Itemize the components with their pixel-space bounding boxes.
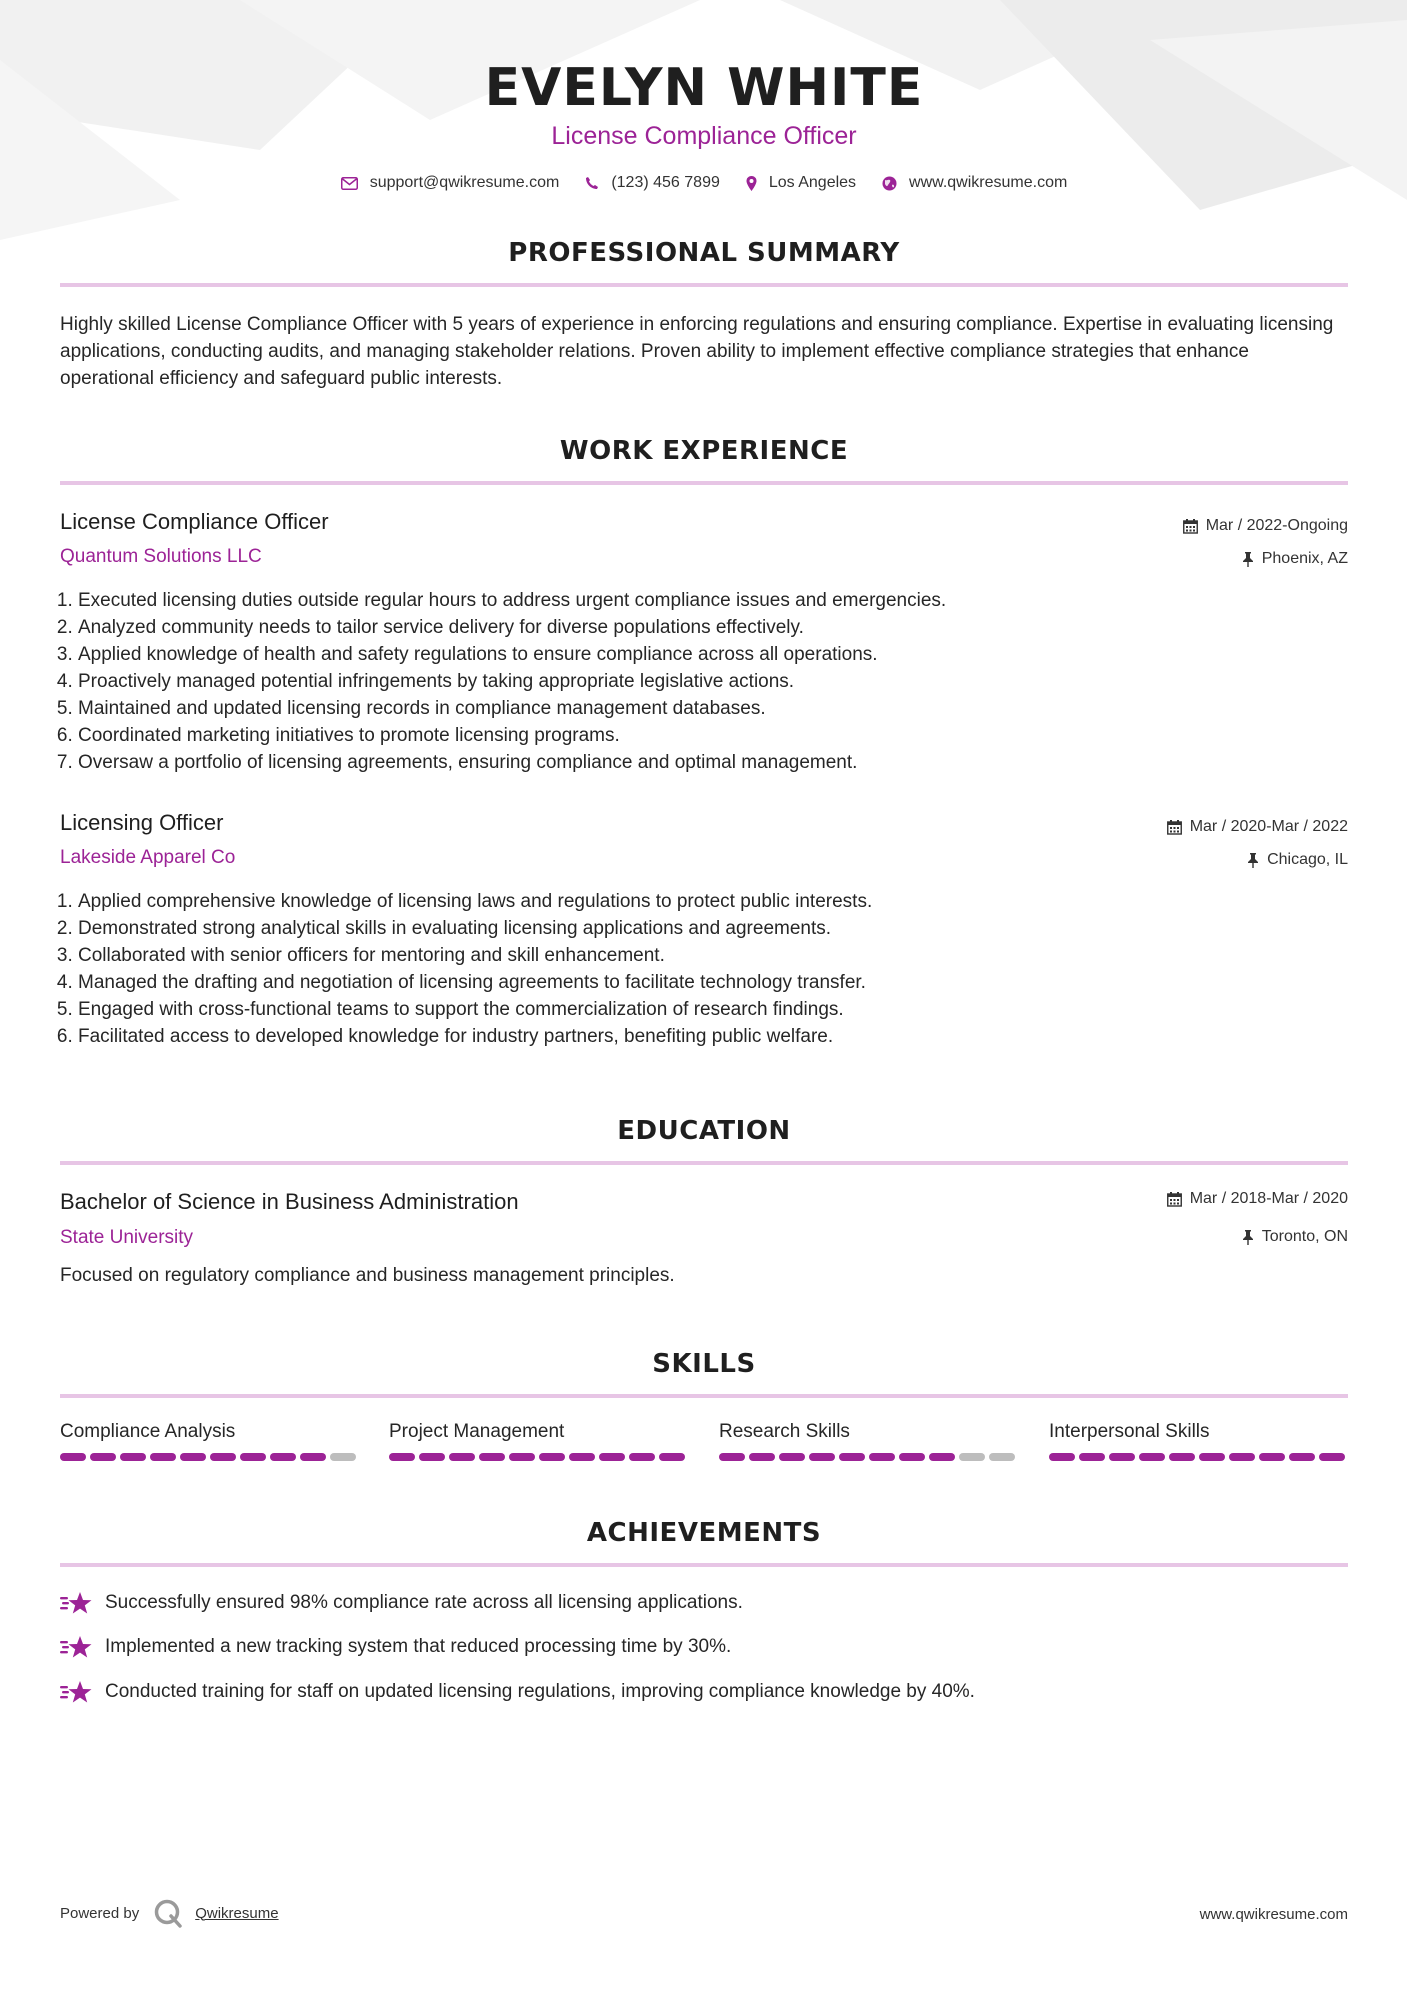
job-2-bullet: 1. Applied comprehensive knowledge of licensing laws and regulations to protect public interests. <box>78 888 1348 915</box>
candidate-name: EVELYN WHITE <box>484 58 924 118</box>
job-2-bullet: 6. Facilitated access to developed knowledge for industry partners, benefiting public welfare. <box>78 1023 1348 1050</box>
job-2-bullet: 5. Engaged with cross-functional teams to support the commercialization of research findings. <box>78 996 1348 1023</box>
skill-segment-filled <box>1139 1453 1165 1461</box>
job-2-dates <box>1167 818 1348 836</box>
skill-segment-filled <box>1079 1453 1105 1461</box>
achievement-text: Successfully ensured 98% compliance rate across all licensing applications. <box>105 1592 743 1613</box>
skill-name: Compliance Analysis <box>60 1421 236 1442</box>
envelope-icon <box>341 177 358 190</box>
job-2-bullet: 3. Collaborated with senior officers for mentoring and skill enhancement. <box>78 942 1348 969</box>
job-2-bullet: 4. Managed the drafting and negotiation of licensing agreements to facilitate technology transfer. <box>78 969 1348 996</box>
summary-text: Highly skilled License Compliance Officer with 5 years of experience in enforcing regulations and ensuring compliance. Expertise in evaluating licensing applications, conducting audits, and managing stakeholder relations. Proven ability to implement effective compliance strategies that enhance operational efficiency and safeguard public interests. <box>60 314 1334 389</box>
pushpin-icon <box>1242 552 1254 567</box>
skill-segment-filled <box>120 1453 146 1461</box>
qwikresume-logo-icon <box>153 1898 183 1928</box>
skill-segment-filled <box>569 1453 595 1461</box>
footer-powered-by <box>60 1898 279 1928</box>
achievement-item <box>60 1635 731 1659</box>
calendar-icon <box>1167 820 1182 835</box>
qwikresume-link[interactable]: Qwikresume <box>195 1904 279 1922</box>
education-location-text: Toronto, ON <box>1261 1228 1348 1245</box>
skill-segment-filled <box>449 1453 475 1461</box>
calendar-icon <box>1167 1192 1182 1207</box>
skills-divider <box>60 1394 1348 1398</box>
job-2-bullets <box>60 888 1348 1050</box>
skill-segment-filled <box>240 1453 266 1461</box>
contact-location <box>746 174 856 192</box>
education-dates <box>1167 1190 1348 1208</box>
skill-segment-empty <box>959 1453 985 1461</box>
skill-segment-filled <box>539 1453 565 1461</box>
skill-level-bar <box>1049 1453 1349 1461</box>
job-1-bullet: 7. Oversaw a portfolio of licensing agreements, ensuring compliance and optimal management. <box>78 749 1348 776</box>
skill-level-bar <box>60 1453 360 1461</box>
skill-segment-filled <box>419 1453 445 1461</box>
skill-name: Project Management <box>389 1421 565 1442</box>
globe-icon <box>882 176 897 191</box>
pushpin-icon <box>1242 1230 1254 1245</box>
skill-segment-filled <box>1319 1453 1345 1461</box>
contact-phone[interactable] <box>585 174 720 192</box>
job-2-bullet: 2. Demonstrated strong analytical skills in evaluating licensing applications and agreements. <box>78 915 1348 942</box>
contact-email-text: support@qwikresume.com <box>369 174 560 191</box>
candidate-title: License Compliance Officer <box>551 122 857 150</box>
job-1-bullet: 5. Maintained and updated licensing records in compliance management databases. <box>78 695 1348 722</box>
achievement-text: Implemented a new tracking system that reduced processing time by 30%. <box>105 1636 732 1657</box>
skill-segment-filled <box>899 1453 925 1461</box>
powered-by-label: Powered by <box>60 1904 140 1922</box>
phone-icon <box>585 176 599 190</box>
job-2-title: Licensing Officer <box>60 810 224 835</box>
skill-segment-filled <box>599 1453 625 1461</box>
skill-level-bar <box>389 1453 689 1461</box>
skill-segment-filled <box>150 1453 176 1461</box>
skill-segment-filled <box>869 1453 895 1461</box>
job-1-title: License Compliance Officer <box>60 509 329 534</box>
calendar-icon <box>1183 519 1198 534</box>
skill-item <box>389 1421 689 1461</box>
job-1-bullet: 1. Executed licensing duties outside regular hours to address urgent compliance issues and emergencies. <box>78 587 1348 614</box>
education-dates-text: Mar / 2018-Mar / 2020 <box>1189 1190 1348 1207</box>
job-1-location <box>1242 550 1348 568</box>
education-location <box>1242 1228 1348 1246</box>
summary-divider <box>60 283 1348 287</box>
skill-segment-filled <box>779 1453 805 1461</box>
job-1-bullet: 4. Proactively managed potential infringements by taking appropriate legislative actions. <box>78 668 1348 695</box>
skill-segment-filled <box>1289 1453 1315 1461</box>
achievement-item <box>60 1680 975 1704</box>
contact-phone-text: (123) 456 7899 <box>611 174 720 191</box>
achievements-divider <box>60 1563 1348 1567</box>
job-1-bullet: 2. Analyzed community needs to tailor service delivery for diverse populations effectively. <box>78 614 1348 641</box>
skill-item <box>719 1421 1019 1461</box>
contact-email[interactable] <box>341 174 560 192</box>
skill-item <box>60 1421 360 1461</box>
skill-segment-filled <box>839 1453 865 1461</box>
job-2-company: Lakeside Apparel Co <box>60 847 236 868</box>
skill-item <box>1049 1421 1349 1461</box>
achievement-text: Conducted training for staff on updated licensing regulations, improving compliance knowledge by 40%. <box>105 1681 975 1702</box>
skill-segment-filled <box>60 1453 86 1461</box>
skill-segment-filled <box>90 1453 116 1461</box>
contact-website[interactable] <box>882 174 1067 192</box>
summary-heading: PROFESSIONAL SUMMARY <box>508 238 900 268</box>
skill-segment-filled <box>270 1453 296 1461</box>
skill-segment-filled <box>1169 1453 1195 1461</box>
skill-segment-filled <box>629 1453 655 1461</box>
skill-segment-filled <box>1259 1453 1285 1461</box>
job-1-dates-text: Mar / 2022-Ongoing <box>1205 517 1348 534</box>
star-icon <box>60 1635 93 1659</box>
job-1-dates <box>1183 517 1348 535</box>
skill-segment-filled <box>300 1453 326 1461</box>
job-2-location <box>1247 851 1348 869</box>
skill-segment-filled <box>749 1453 775 1461</box>
star-icon <box>60 1591 93 1615</box>
job-2-location-text: Chicago, IL <box>1267 851 1348 868</box>
skill-segment-empty <box>989 1453 1015 1461</box>
job-2-dates-text: Mar / 2020-Mar / 2022 <box>1189 818 1348 835</box>
job-1-bullet: 3. Applied knowledge of health and safety regulations to ensure compliance across all operations. <box>78 641 1348 668</box>
education-school: State University <box>60 1227 194 1248</box>
skill-segment-filled <box>1229 1453 1255 1461</box>
skill-segment-filled <box>659 1453 685 1461</box>
experience-divider <box>60 481 1348 485</box>
skill-segment-filled <box>1049 1453 1075 1461</box>
achievement-item <box>60 1591 743 1615</box>
footer-website[interactable]: www.qwikresume.com <box>1199 1906 1348 1923</box>
skill-segment-filled <box>180 1453 206 1461</box>
skill-segment-filled <box>389 1453 415 1461</box>
contact-website-text: www.qwikresume.com <box>909 174 1068 191</box>
education-degree: Bachelor of Science in Business Administration <box>60 1189 519 1214</box>
skill-segment-filled <box>929 1453 955 1461</box>
star-icon <box>60 1680 93 1704</box>
job-1-bullets <box>60 587 1348 776</box>
skill-segment-filled <box>809 1453 835 1461</box>
achievements-heading: ACHIEVEMENTS <box>586 1518 822 1548</box>
skill-segment-filled <box>1199 1453 1225 1461</box>
skills-heading: SKILLS <box>652 1349 756 1379</box>
education-divider <box>60 1161 1348 1165</box>
contact-bar <box>60 174 1348 192</box>
skill-segment-filled <box>1109 1453 1135 1461</box>
job-1-company: Quantum Solutions LLC <box>60 546 262 567</box>
skill-name: Interpersonal Skills <box>1049 1421 1210 1442</box>
skill-segment-filled <box>509 1453 535 1461</box>
skill-segment-filled <box>719 1453 745 1461</box>
contact-location-text: Los Angeles <box>768 174 857 191</box>
job-1-location-text: Phoenix, AZ <box>1261 550 1348 567</box>
skill-segment-filled <box>210 1453 236 1461</box>
experience-heading: WORK EXPERIENCE <box>559 436 849 466</box>
education-description: Focused on regulatory compliance and business management principles. <box>60 1265 675 1286</box>
skill-name: Research Skills <box>719 1421 850 1442</box>
skill-segment-empty <box>330 1453 356 1461</box>
pushpin-icon <box>1247 853 1259 868</box>
map-pin-icon <box>746 176 757 191</box>
skill-segment-filled <box>479 1453 505 1461</box>
education-heading: EDUCATION <box>617 1116 791 1146</box>
skill-level-bar <box>719 1453 1019 1461</box>
job-1-bullet: 6. Coordinated marketing initiatives to promote licensing programs. <box>78 722 1348 749</box>
